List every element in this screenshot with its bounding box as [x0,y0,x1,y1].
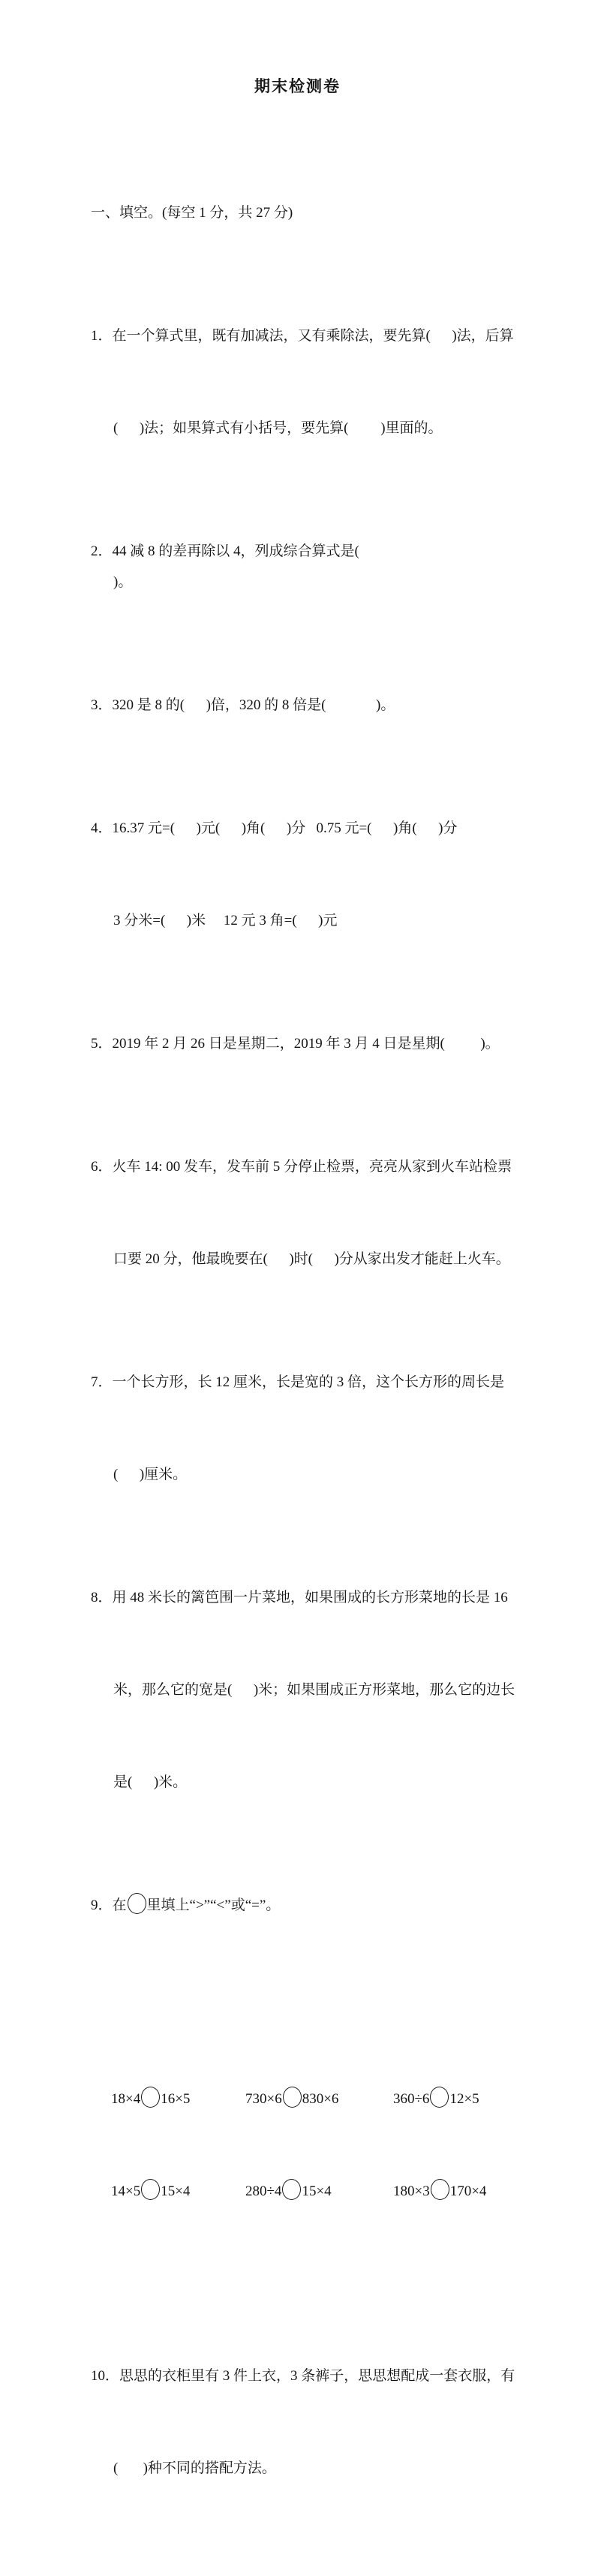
question-10-line-2: ( )种不同的搭配方法。 [113,2460,276,2476]
question-7-line-2: ( )厘米。 [113,1467,188,1482]
comparison-item [245,2084,338,2114]
question-number: 8． [91,1590,113,1605]
question-6-line-1 [91,1151,515,1182]
question-text: 在一个算式里，既有加减法，又有乘除法，要先算( )法，后算 [112,328,514,344]
comparison-item [111,2176,190,2207]
comparison-circle-blank [141,2179,160,2200]
question-8-line-2: 米，那么它的宽是( )米；如果围成正方形菜地，那么它的边长 [113,1682,515,1698]
comparison-circle-blank [430,2087,449,2108]
question-text: 思思的衣柜里有 3 件上衣，3 条裤子，思思想配成一套衣服，有 [119,2368,515,2384]
question-5-line-1 [91,1028,515,1059]
comparison-circle-blank [283,2087,302,2108]
question-2-line-1 [91,536,515,597]
left-expression: 360÷6 [393,2091,430,2107]
right-expression: 12×5 [449,2091,479,2107]
question-10-line-1 [91,2361,515,2391]
section-one-heading: 一、填空。(每空 1 分，共 27 分) [91,205,293,221]
question-text: 一个长方形，长 12 厘米，长是宽的 3 倍，这个长方形的周长是 [112,1374,505,1390]
question-number: 4． [91,820,113,836]
right-expression: 16×5 [161,2091,191,2107]
comparison-circle-blank [128,1893,146,1914]
left-expression: 18×4 [111,2091,141,2107]
right-expression: 15×4 [161,2183,191,2199]
question-text: 2019 年 2 月 26 日是星期二，2019 年 3 月 4 日是星期( )。 [112,1036,500,1052]
comparison-circle-blank [431,2179,449,2200]
question-1-line-2: ( )法；如果算式有小括号，要先算( )里面的。 [113,420,443,436]
right-expression: 170×4 [449,2183,487,2199]
question-number: 10． [91,2368,120,2384]
q9-expression-row-1 [91,2084,515,2114]
q9-expression-row-2 [91,2176,515,2207]
comparison-item [245,2176,332,2207]
question-number: 5． [91,1036,113,1052]
right-expression: 15×4 [302,2183,332,2199]
question-6-line-2: 口要 20 分，他最晚要在( )时( )分从家出发才能赶上火车。 [113,1251,510,1267]
comparison-circle-blank [282,2179,301,2200]
question-text: 16.37 元=( )元( )角( )分 0.75 元=( )角( )分 [112,820,458,836]
question-9-line-1 [91,1890,515,1921]
question-number: 6． [91,1159,113,1175]
left-expression: 180×3 [393,2183,430,2199]
question-number: 2． [91,543,113,559]
question-8-line-1 [91,1582,515,1613]
comparison-item [393,2084,479,2114]
q9-expression-grid [91,2022,515,2268]
left-expression: 280÷4 [245,2183,282,2199]
question-text: 火车 14: 00 发车，发车前 5 分停止检票，亮亮从家到火车站检票 [112,1159,512,1175]
question-number: 9． [91,1897,113,1913]
left-expression: 14×5 [111,2183,141,2199]
comparison-item [393,2176,486,2207]
question-number: 7． [91,1374,113,1390]
question-text: 320 是 8 的( )倍，320 的 8 倍是( )。 [112,697,395,713]
question-text-after-circle: 里填上“>”“<”或“=”。 [146,1897,281,1913]
question-1-line-1 [91,320,515,351]
page-title: 期末检测卷 [254,77,341,95]
question-text: 44 减 8 的差再除以 4，列成综合算式是( )。 [112,543,502,590]
question-text: 用 48 米长的篱笆围一片菜地，如果围成的长方形菜地的长是 16 [112,1590,508,1605]
question-number: 1． [91,328,113,344]
comparison-item [111,2084,190,2114]
question-8-line-3: 是( )米。 [113,1774,188,1790]
question-3-line-1 [91,690,515,721]
question-4-line-1 [91,813,515,844]
question-text-before-circle: 在 [112,1897,127,1913]
question-7-line-1 [91,1367,515,1398]
exam-content [91,105,515,2576]
left-expression: 730×6 [245,2091,282,2107]
comparison-circle-blank [141,2087,160,2108]
question-number: 3． [91,697,113,713]
right-expression: 830×6 [302,2091,339,2107]
question-4-line-2: 3 分米=( )米 12 元 3 角=( )元 [113,913,338,928]
